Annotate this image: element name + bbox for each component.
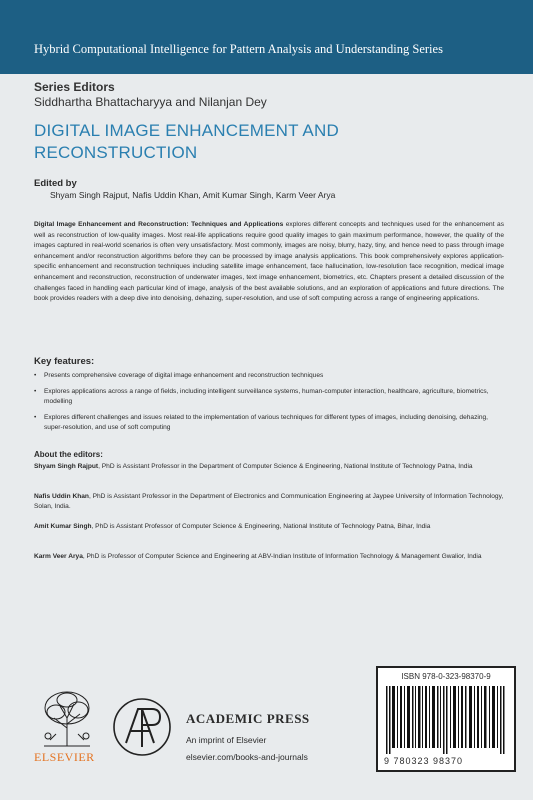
editor-bio (34, 462, 504, 472)
description-text: explores different concepts and techniques used for the enhancement as well as reconstruction of low-quality images. Most real-life applications require good quality images to gain maximum performance, however, the quality of the images captured in real-world scenarios is often very unsatisfactory. Most commonly, images are noisy, blurry, hazy, tiny, and hence need to pass through image enhancement and/or reconstruction algorithms before they can be processed by image analysis applications. This book comprehensively explores application-specific enhancement and reconstruction techniques including satellite image enhancement, face hallucination, low-resolution face recognition, medical image enhancement and reconstruction, reconstruction of underwater images, text image enhancement, biometrics, etc. Chapters present a detailed discussion of the challenges faced in handling each particular kind of image, analysis of the best available solutions, and an exploration of applications and future directions. The book provides readers with a deep dive into denoising, dehazing, super-resolution, and use of soft computing across a range of engineering applications. (34, 221, 504, 303)
editor-bio-text: , PhD is Assistant Professor in the Department of Computer Science & Engineering, National Institute of Technology Patna, India (98, 463, 473, 470)
key-feature-item: • Explores different challenges and issues related to the implementation of various techniques for different types of images, including denoising, dehazing, super-resolution, and use of soft computing (34, 413, 504, 433)
barcode-digits: 9 780323 98370 (384, 756, 464, 766)
key-feature-item: • Presents comprehensive coverage of digital image enhancement and reconstruction techniques (34, 371, 504, 381)
barcode (376, 666, 516, 772)
series-title: Hybrid Computational Intelligence for Pattern Analysis and Understanding Series (34, 42, 443, 56)
key-features-label: Key features: (34, 356, 95, 367)
book-description (34, 220, 504, 305)
series-band (0, 0, 533, 74)
series-editors-names: Siddhartha Bhattacharyya and Nilanjan Dey (34, 95, 267, 109)
editor-bio-text: , PhD is Professor of Computer Science and Engineering at ABV-Indian Institute of Information Technology & Management Gwalior, India (82, 553, 482, 560)
isbn-text: ISBN 978-0-323-98370-9 (401, 672, 491, 681)
about-editors-label: About the editors: (34, 450, 103, 459)
key-feature-item: • Explores applications across a range of fields, including intelligent surveillance systems, human-computer interaction, healthcare, agriculture, biometrics, modelling (34, 387, 504, 407)
series-editors-label: Series Editors (34, 80, 115, 94)
editor-bio (34, 522, 504, 532)
academic-press-logo (112, 697, 172, 757)
publisher-url: elsevier.com/books-and-journals (186, 752, 308, 762)
editor-bio-text: , PhD is Assistant Professor in the Department of Electronics and Communication Engineering at Jaypee University of Information Technology, Solan, India. (34, 493, 504, 510)
editor-name: Shyam Singh Rajput (34, 463, 99, 470)
elsevier-tree-logo (34, 688, 100, 748)
key-features-list (34, 371, 504, 439)
barcode-bars (386, 686, 508, 754)
book-title-line1: DIGITAL IMAGE ENHANCEMENT AND (34, 121, 339, 140)
editor-name: Amit Kumar Singh (34, 523, 92, 530)
book-title (34, 120, 504, 164)
editor-bio-text: , PhD is Assistant Professor of Computer Science & Engineering, National Institute of Technology Patna, Bihar, India (91, 523, 431, 530)
edited-by-label: Edited by (34, 178, 77, 189)
book-title-line2: RECONSTRUCTION (34, 143, 198, 162)
publisher-imprint: An imprint of Elsevier (186, 735, 267, 745)
editor-name: Nafis Uddin Khan (34, 493, 89, 500)
editor-bio (34, 492, 504, 512)
publisher-name: ACADEMIC PRESS (186, 711, 310, 726)
elsevier-wordmark: ELSEVIER (34, 750, 95, 764)
editor-bio (34, 552, 504, 562)
edited-by-names: Shyam Singh Rajput, Nafis Uddin Khan, Amit Kumar Singh, Karm Veer Arya (50, 190, 336, 200)
description-title: Digital Image Enhancement and Reconstruction: Techniques and Applications (34, 221, 284, 228)
editor-name: Karm Veer Arya (34, 553, 83, 560)
